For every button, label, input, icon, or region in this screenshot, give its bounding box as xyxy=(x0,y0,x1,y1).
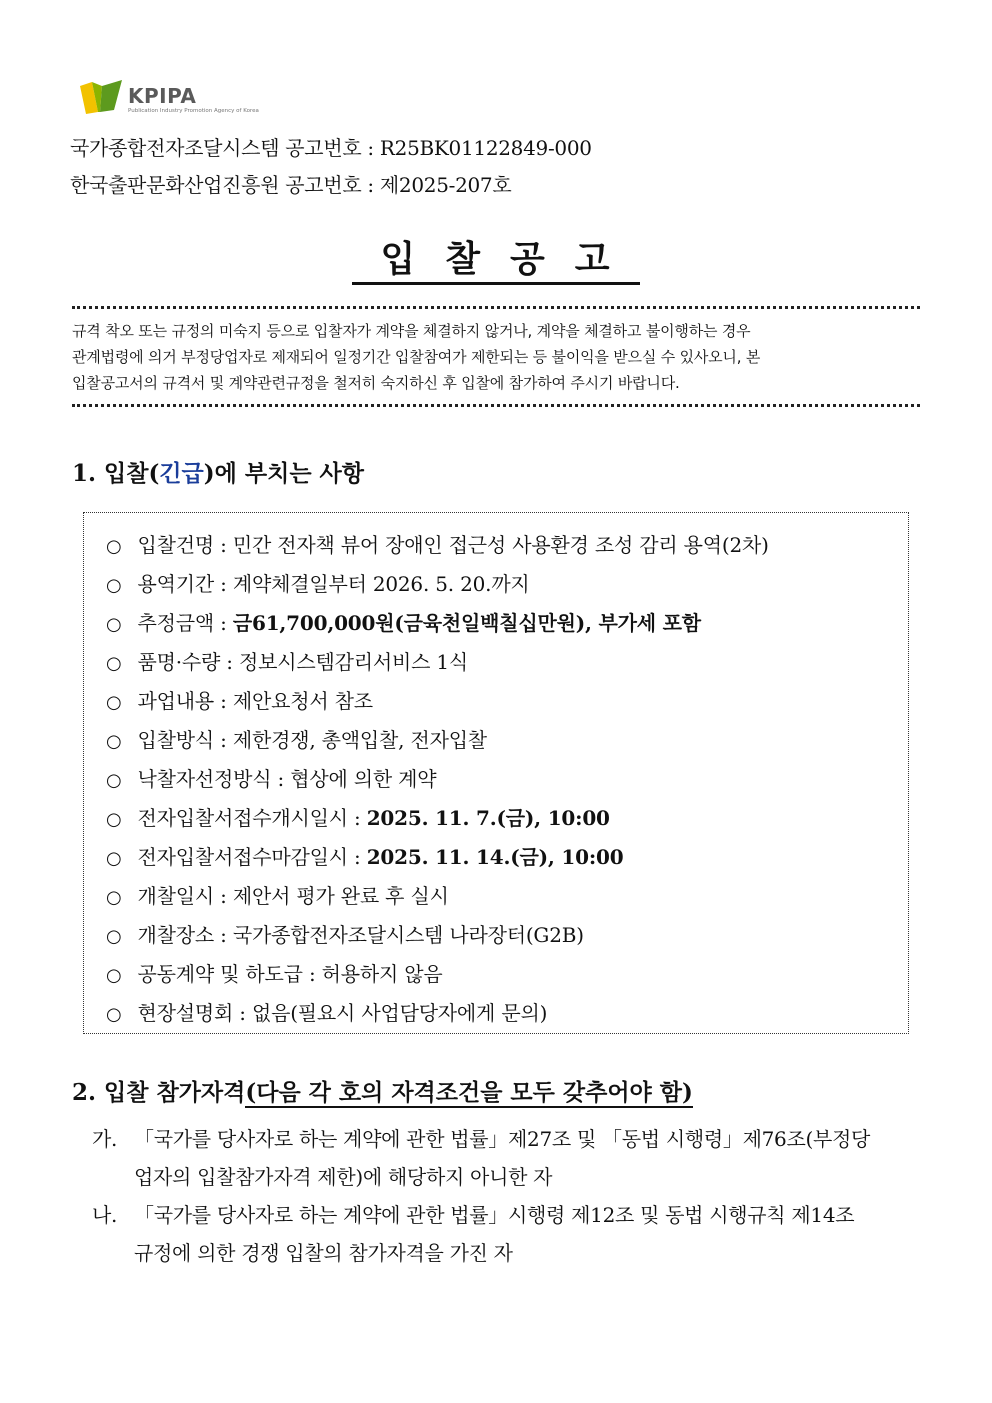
bullet-icon: ○ xyxy=(106,770,122,791)
bid-details-box xyxy=(83,512,909,1034)
bid-detail-item xyxy=(106,529,769,558)
bid-detail-item xyxy=(106,841,623,870)
bullet-icon: ○ xyxy=(106,926,122,947)
bid-detail-value: 정보시스템감리서비스 1식 xyxy=(239,650,469,674)
bid-detail-value: 제안요청서 참조 xyxy=(232,689,373,713)
bullet-icon: ○ xyxy=(106,731,122,752)
bid-detail-value: 없음(필요시 사업담당자에게 문의) xyxy=(251,1001,548,1025)
bullet-icon: ○ xyxy=(106,848,122,869)
bid-detail-label: 현장설명회 : xyxy=(137,1001,252,1025)
section-1-heading xyxy=(72,455,364,488)
qualification-item xyxy=(92,1196,922,1272)
bid-detail-label: 개찰일시 : xyxy=(137,884,233,908)
logo-name: KPIPA xyxy=(128,84,197,108)
bullet-icon: ○ xyxy=(106,653,122,674)
qualification-item xyxy=(92,1120,922,1196)
bid-detail-value: 민간 전자책 뷰어 장애인 접근성 사용환경 조성 감리 용역(2차) xyxy=(232,533,769,557)
logo-mark-icon xyxy=(78,78,124,118)
bid-detail-label: 전자입찰서접수마감일시 : xyxy=(137,845,367,869)
bid-detail-item xyxy=(106,568,530,597)
bid-detail-label: 추정금액 : xyxy=(137,611,233,635)
bullet-icon: ○ xyxy=(106,614,122,635)
notice-line: 입찰공고서의 규격서 및 계약관련규정을 철저히 숙지하신 후 입찰에 참가하여 주시기 바랍니다. xyxy=(72,374,680,392)
qualification-line: 「국가를 당사자로 하는 계약에 관한 법률」시행령 제12조 및 동법 시행규칙 제14조 xyxy=(134,1203,855,1227)
dotted-divider-bottom xyxy=(72,404,920,407)
bid-detail-label: 용역기간 : xyxy=(137,572,233,596)
bullet-icon: ○ xyxy=(106,809,122,830)
bid-detail-label: 품명·수량 : xyxy=(137,650,240,674)
bid-detail-label: 과업내용 : xyxy=(137,689,233,713)
section-2-condition: (다음 각 호의 자격조건을 모두 갖추어야 함) xyxy=(245,1079,693,1106)
qualification-line: 규정에 의한 경쟁 입찰의 참가자격을 가진 자 xyxy=(134,1241,513,1265)
bid-detail-item xyxy=(106,724,487,753)
section-1-prefix: 1. 입찰( xyxy=(72,460,160,487)
bid-detail-item xyxy=(106,802,610,831)
bid-detail-label: 공동계약 및 하도급 : xyxy=(137,962,322,986)
bid-detail-label: 전자입찰서접수개시일시 : xyxy=(137,806,367,830)
urgent-label: 긴급 xyxy=(159,460,204,487)
qualification-line: 업자의 입찰참가자격 제한)에 해당하지 아니한 자 xyxy=(134,1165,553,1189)
bid-detail-item xyxy=(106,607,701,636)
bid-detail-label: 낙찰자선정방식 : xyxy=(137,767,291,791)
qualification-marker: 가. xyxy=(92,1127,118,1151)
logo-subtitle: Publication Industry Promotion Agency of Korea xyxy=(128,108,259,114)
notice-line: 관계법령에 의거 부정당업자로 제재되어 일정기간 입찰참여가 제한되는 등 불이익을 받으실 수 있사오니, 본 xyxy=(72,348,761,366)
bid-detail-value: 2025. 11. 14.(금), 10:00 xyxy=(366,845,624,869)
page-title: 입찰공고 xyxy=(352,236,639,285)
bid-detail-value: 2025. 11. 7.(금), 10:00 xyxy=(366,806,610,830)
bullet-icon: ○ xyxy=(106,692,122,713)
qualification-line: 「국가를 당사자로 하는 계약에 관한 법률」제27조 및 「동법 시행령」제76조(부정당 xyxy=(134,1127,871,1151)
section-2-heading xyxy=(72,1074,693,1107)
bid-detail-item xyxy=(106,958,443,987)
bid-detail-item xyxy=(106,919,584,948)
bid-detail-label: 개찰장소 : xyxy=(137,923,233,947)
bullet-icon: ○ xyxy=(106,965,122,986)
section-2-prefix: 2. 입찰 참가자격 xyxy=(72,1079,246,1106)
bullet-icon: ○ xyxy=(106,536,122,557)
g2b-notice-number: 국가종합전자조달시스템 공고번호 : R25BK01122849-000 xyxy=(70,136,592,160)
bid-detail-label: 입찰방식 : xyxy=(137,728,233,752)
bid-detail-value: 협상에 의한 계약 xyxy=(290,767,437,791)
bid-detail-value: 금61,700,000원(금육천일백칠십만원), 부가세 포함 xyxy=(232,611,701,635)
notice-line: 규격 착오 또는 규정의 미숙지 등으로 입찰자가 계약을 체결하지 않거나, 계약을 체결하고 불이행하는 경우 xyxy=(72,322,751,340)
bid-detail-value: 제한경쟁, 총액입찰, 전자입찰 xyxy=(232,728,487,752)
bid-detail-item xyxy=(106,880,449,909)
bid-detail-value: 계약체결일부터 2026. 5. 20.까지 xyxy=(232,572,530,596)
bid-detail-value: 국가종합전자조달시스템 나라장터(G2B) xyxy=(232,923,584,947)
page-title-wrap xyxy=(0,236,992,285)
bid-detail-item xyxy=(106,997,547,1026)
bid-detail-value: 제안서 평가 완료 후 실시 xyxy=(232,884,449,908)
bid-detail-item xyxy=(106,646,468,675)
caution-notice xyxy=(72,318,922,396)
bid-detail-item xyxy=(106,763,436,792)
qualification-marker: 나. xyxy=(92,1203,118,1227)
kpipa-notice-number: 한국출판문화산업진흥원 공고번호 : 제2025-207호 xyxy=(70,173,512,197)
bid-detail-item xyxy=(106,685,373,714)
bid-detail-value: 허용하지 않음 xyxy=(321,962,443,986)
kpipa-logo xyxy=(78,78,259,118)
bullet-icon: ○ xyxy=(106,575,122,596)
bullet-icon: ○ xyxy=(106,887,122,908)
bid-detail-label: 입찰건명 : xyxy=(137,533,233,557)
section-1-suffix: )에 부치는 사항 xyxy=(203,460,364,487)
bullet-icon: ○ xyxy=(106,1004,122,1025)
dotted-divider-top xyxy=(72,306,920,309)
